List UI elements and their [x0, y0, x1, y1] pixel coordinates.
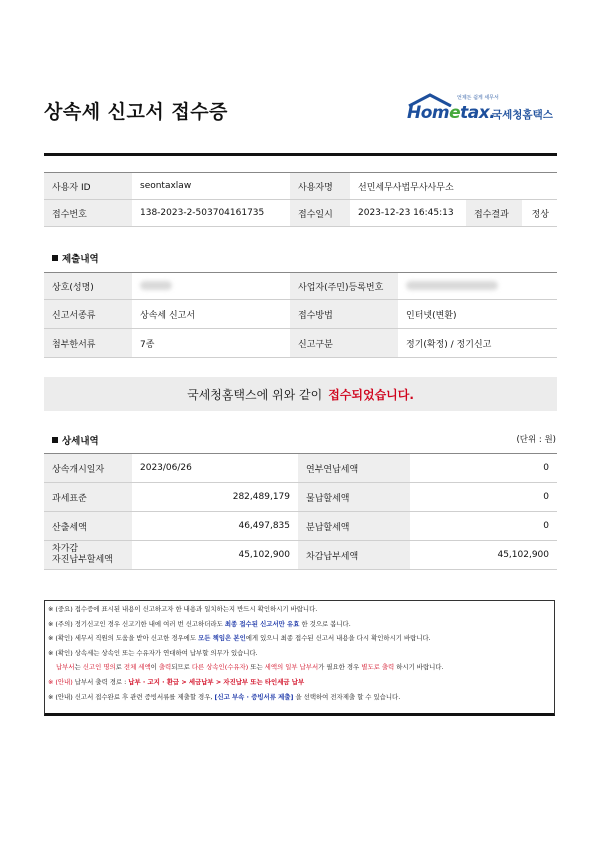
user-id-label: 사용자 ID: [44, 173, 132, 200]
notice-line: ※ (안내) 신고서 접수완료 후 관련 증빙서류를 제출할 경우, [신고 부속 · 증빙서류 제출] 을 선택하여 전자제출 할 수 있습니다.: [48, 692, 401, 701]
details-label: 차감납부세액: [298, 541, 410, 570]
receipt-no-label: 접수번호: [44, 200, 132, 227]
details-value: 2023/06/26: [132, 454, 298, 483]
confirmation-banner: [44, 377, 557, 411]
page-title: 상속세 신고서 접수증: [44, 101, 228, 123]
method-value: 인터넷(변환): [398, 300, 557, 329]
biz-no-value-redacted: [398, 273, 557, 300]
name-value-redacted: [132, 273, 290, 300]
details-table: [44, 453, 557, 570]
details-label: 분납할세액: [298, 512, 410, 541]
logo-korean-name: 국세청홈택스: [492, 109, 553, 121]
notice-line: ※ (중요) 접수증에 표시된 내용이 신고하고자 한 내용과 일치하는지 반드시 확인하시기 바랍니다.: [48, 605, 318, 613]
notice-line: ※ (주의) 정기신고인 경우 신고기한 내에 여러 번 신고하더라도 최종 접수된 신고서만 유효 한 것으로 봅니다.: [48, 619, 351, 628]
receipt-result-label: 접수결과: [466, 200, 522, 227]
details-label: 차가감 자진납부할세액: [44, 541, 132, 570]
receipt-datetime-value: 2023-12-23 16:45:13: [350, 200, 466, 227]
receipt-no-value: 138-2023-2-503704161735: [132, 200, 290, 227]
logo-tagline: 언제든 쉽게 세무서: [457, 95, 499, 101]
details-value: 282,489,179: [132, 483, 298, 512]
details-value: 0: [410, 483, 557, 512]
form-type-value: 상속세 신고서: [132, 300, 290, 329]
attachments-value: 7종: [132, 329, 290, 358]
divider: [44, 153, 557, 156]
details-value: 45,102,900: [132, 541, 298, 570]
details-value: 45,102,900: [410, 541, 557, 570]
details-value: 46,497,835: [132, 512, 298, 541]
notice-line: 납부서는 신고인 명의로 전체 세액이 출력되므로 다른 상속인(수유자) 또는 세액의 일부 납부서가 필요한 경우 별도로 출력 하시기 바랍니다.: [56, 663, 444, 672]
name-label: 상호(성명): [44, 273, 132, 300]
receipt-result-value: 정상: [522, 200, 557, 227]
logo-wordmark: Hometax.: [407, 103, 496, 123]
square-bullet-icon: [52, 437, 58, 443]
method-label: 접수방법: [290, 300, 398, 329]
user-id-value: seontaxlaw: [132, 173, 290, 200]
banner-highlight: 접수되었습니다.: [328, 387, 414, 402]
notice-box: [44, 600, 555, 716]
submission-table: [44, 272, 557, 358]
attachments-label: 첨부한서류: [44, 329, 132, 358]
unit-label: (단위 : 원): [516, 435, 556, 445]
details-label: 산출세액: [44, 512, 132, 541]
square-bullet-icon: [52, 255, 58, 261]
category-value: 정기(확정) / 정기신고: [398, 329, 557, 358]
user-name-value: 선민세무사법무사사무소: [350, 173, 557, 200]
receipt-datetime-label: 접수일시: [290, 200, 350, 227]
details-value: 0: [410, 454, 557, 483]
user-name-label: 사용자명: [290, 173, 350, 200]
header-table: [44, 172, 557, 227]
notice-line: ※ (안내) 납부서 출력 경로 : 납부 · 고지 · 환급 > 세금납부 > 자진납부 또는 타인세금 납부: [48, 677, 305, 686]
submission-section-title: 제출내역: [52, 251, 99, 265]
details-label: 물납할세액: [298, 483, 410, 512]
details-value: 0: [410, 512, 557, 541]
category-label: 신고구분: [290, 329, 398, 358]
details-label: 연부연납세액: [298, 454, 410, 483]
notice-line: ※ (확인) 상속세는 상속인 또는 수유자가 연대하여 납부할 의무가 있습니다.: [48, 648, 258, 657]
form-type-label: 신고서종류: [44, 300, 132, 329]
biz-no-label: 사업자(주민)등록번호: [290, 273, 398, 300]
hometax-logo: [405, 93, 555, 127]
details-section-title: 상세내역: [52, 433, 99, 447]
details-label: 상속개시일자: [44, 454, 132, 483]
details-label: 과세표준: [44, 483, 132, 512]
notice-line: ※ (확인) 세무서 직원의 도움을 받아 신고한 경우에도 모든 책임은 본인에게 있으니 최종 접수된 신고서 내용을 다시 확인하시기 바랍니다.: [48, 634, 431, 643]
banner-text: 국세청홈택스에 위와 같이: [187, 387, 323, 402]
